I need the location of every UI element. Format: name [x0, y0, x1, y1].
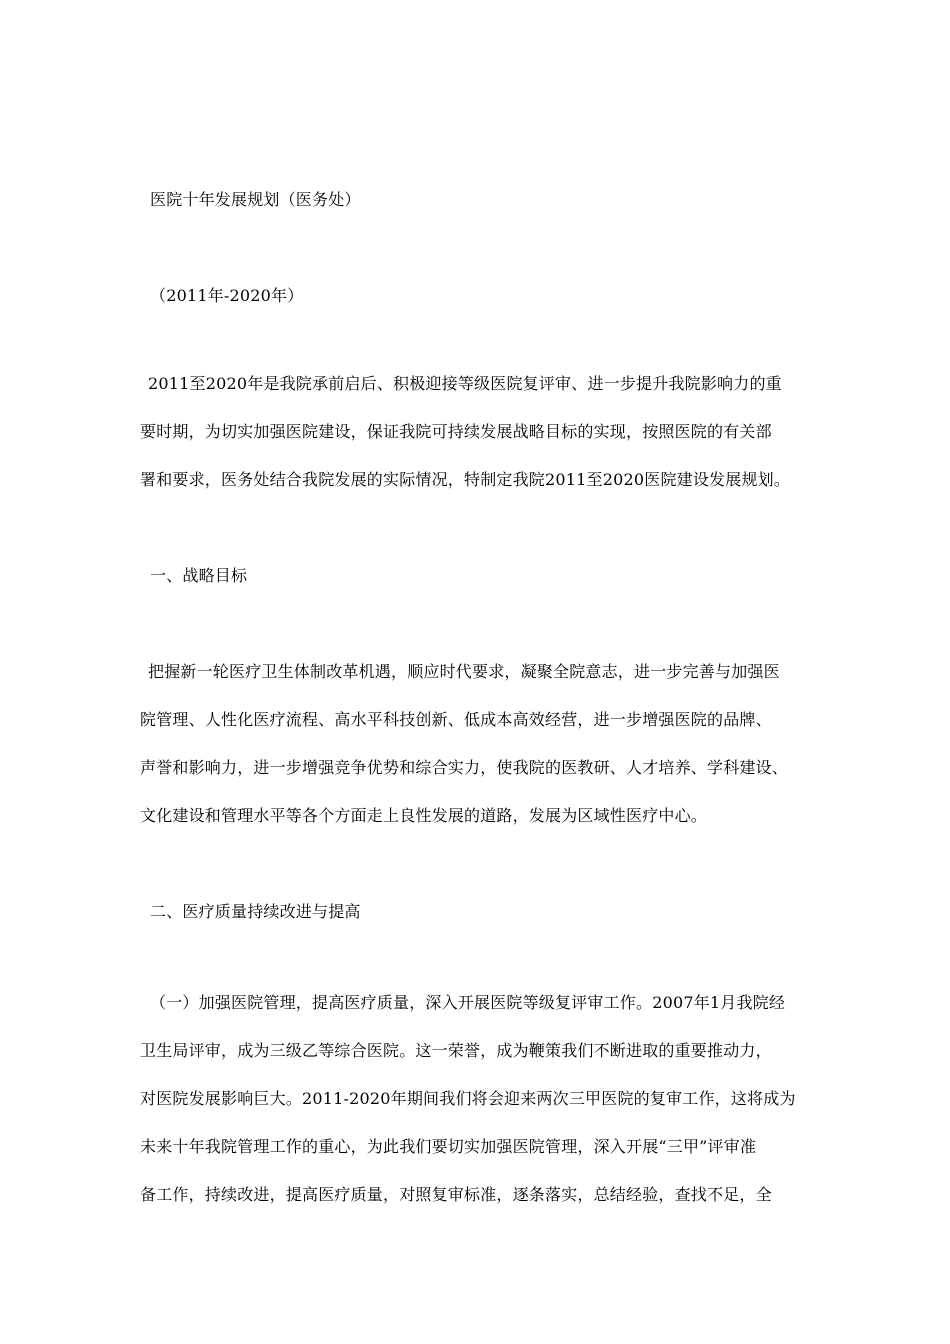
section1-line-2: 院管理、人性化医疗流程、高水平科技创新、低成本高效经营，进一步增强医院的品牌、	[140, 710, 772, 729]
section2-line-5: 备工作，持续改进，提高医疗质量，对照复审标准，逐条落实，总结经验，查找不足，全	[140, 1185, 772, 1204]
document-period: （2011年-2020年）	[150, 286, 304, 305]
intro-line-2: 要时期，为切实加强医院建设，保证我院可持续发展战略目标的实现，按照医院的有关部	[140, 422, 772, 441]
section1-line-1: 把握新一轮医疗卫生体制改革机遇，顺应时代要求，凝聚全院意志，进一步完善与加强医	[148, 662, 780, 681]
section1-line-3: 声誉和影响力，进一步增强竞争优势和综合实力，使我院的医教研、人才培养、学科建设、	[140, 758, 789, 777]
document-title: 医院十年发展规划（医务处）	[150, 190, 361, 209]
section1-line-4: 文化建设和管理水平等各个方面走上良性发展的道路，发展为区域性医疗中心。	[140, 806, 708, 825]
section2-line-4: 未来十年我院管理工作的重心，为此我们要切实加强医院管理，深入开展“三甲”评审准	[140, 1137, 757, 1156]
intro-line-3: 署和要求，医务处结合我院发展的实际情况，特制定我院2011至2020医院建设发展规划。	[140, 470, 791, 489]
section2-line-1: （一）加强医院管理，提高医疗质量，深入开展医院等级复评审工作。2007年1月我院经	[150, 993, 786, 1012]
section2-line-2: 卫生局评审，成为三级乙等综合医院。这一荣誉，成为鞭策我们不断进取的重要推动力，	[140, 1041, 772, 1060]
intro-line-1: 2011至2020年是我院承前启后、积极迎接等级医院复评审、进一步提升我院影响力的重	[148, 374, 782, 393]
section1-heading: 一、战略目标	[150, 566, 248, 585]
section2-heading: 二、医疗质量持续改进与提高	[150, 902, 361, 921]
section2-line-3: 对医院发展影响巨大。2011-2020年期间我们将会迎来两次三甲医院的复审工作，这将成为	[140, 1089, 796, 1108]
